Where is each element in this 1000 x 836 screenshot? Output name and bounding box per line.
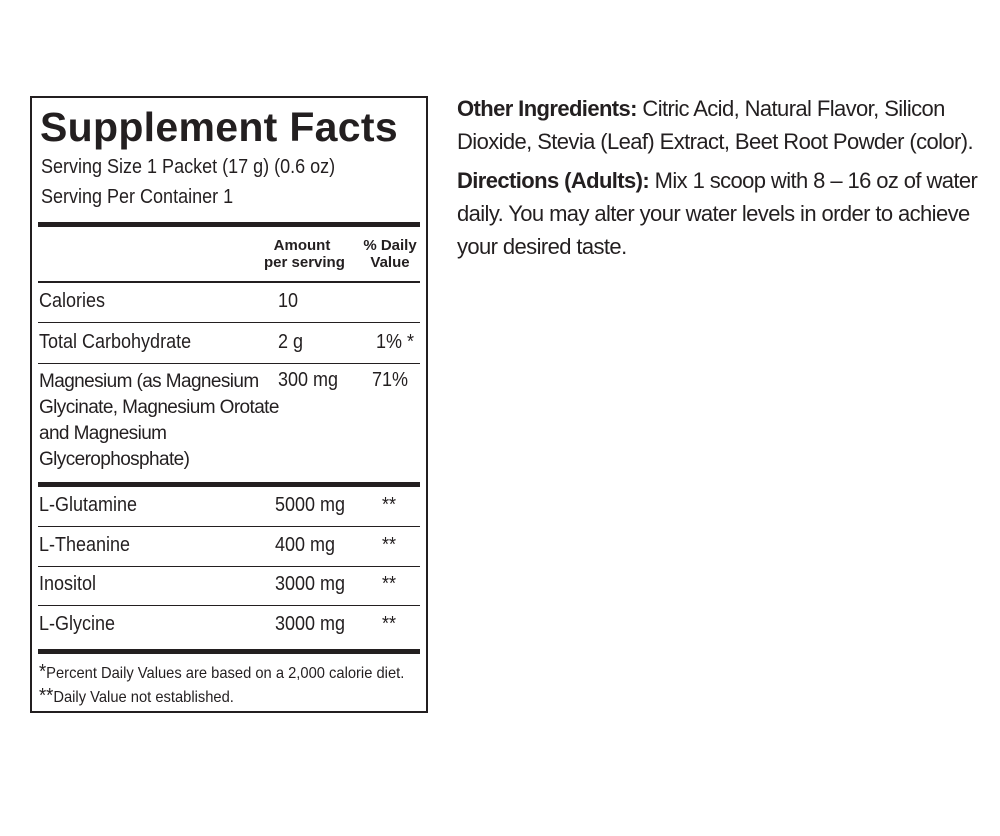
nutrient-amount: 300 mg [278,369,339,391]
nutrient-dv: ** [382,573,397,595]
nutrient-name: L-Glutamine [39,494,138,516]
amount-header-line2: per serving [264,254,345,271]
nutrient-name: L-Theanine [39,534,131,556]
amount-header [264,237,345,271]
row-divider [38,322,420,323]
nutrient-dv: ** [382,534,397,556]
footnote-not-established [39,685,234,708]
nutrient-amount: 3000 mg [275,613,346,635]
directions [457,164,987,263]
product-info [457,92,987,269]
nutrient-dv: ** [382,613,397,635]
other-ingredients [457,92,987,158]
footnote-mark: ** [39,685,54,707]
thick-divider [38,649,420,654]
servings-per-container: Serving Per Container 1 [41,186,234,208]
footnote-daily-values [39,661,404,684]
amount-header-line1: Amount [273,237,331,254]
nutrient-amount: 400 mg [275,534,336,556]
nutrient-amount: 5000 mg [275,494,346,516]
other-ingredients-label: Other Ingredients: [457,96,637,121]
nutrient-amount: 2 g [278,331,304,353]
nutrient-amount: 3000 mg [275,573,346,595]
table-row [38,534,420,562]
nutrient-amount: 10 [278,290,299,312]
serving-size: Serving Size 1 Packet (17 g) (0.6 oz) [41,156,336,178]
nutrient-name: Magnesium (as Magnesium Glycinate, Magnesium Orotate and Magnesium Glycerophosphate) [39,371,279,470]
dv-header-line2: Value [370,254,410,271]
table-row [38,331,420,359]
nutrient-name: Total Carbohydrate [39,331,192,353]
table-row [38,613,420,641]
footnote-text: Percent Daily Values are based on a 2,000 calorie diet. [46,665,405,682]
row-divider [38,566,420,567]
header-divider [38,281,420,283]
directions-text: Mix 1 scoop with 8 – 16 oz of water daily. You may alter your water levels in order to achieve your desired taste. [457,168,978,259]
nutrient-name: L-Glycine [39,613,116,635]
nutrient-name: Inositol [39,573,97,595]
dv-header-line1: % Daily [363,237,417,254]
nutrient-dv: 71% [372,369,409,391]
nutrient-name: Calories [39,290,106,312]
row-divider [38,526,420,527]
nutrient-dv: ** [382,494,397,516]
directions-label: Directions (Adults): [457,168,650,193]
row-divider [38,605,420,606]
table-row [38,369,420,479]
panel-title: Supplement Facts [40,104,398,150]
footnote-mark: * [39,661,47,683]
thick-divider [38,222,420,227]
thick-divider [38,482,420,487]
supplement-facts-panel [30,96,428,713]
other-ingredients-text: Citric Acid, Natural Flavor, Silicon Dioxide, Stevia (Leaf) Extract, Beet Root Powder (color). [457,96,974,154]
table-row [38,494,420,522]
daily-value-header [356,237,424,271]
footnote-text: Daily Value not established. [53,689,234,706]
row-divider [38,363,420,364]
nutrient-dv: 1% * [376,331,415,353]
table-row [38,573,420,601]
table-row [38,290,420,318]
